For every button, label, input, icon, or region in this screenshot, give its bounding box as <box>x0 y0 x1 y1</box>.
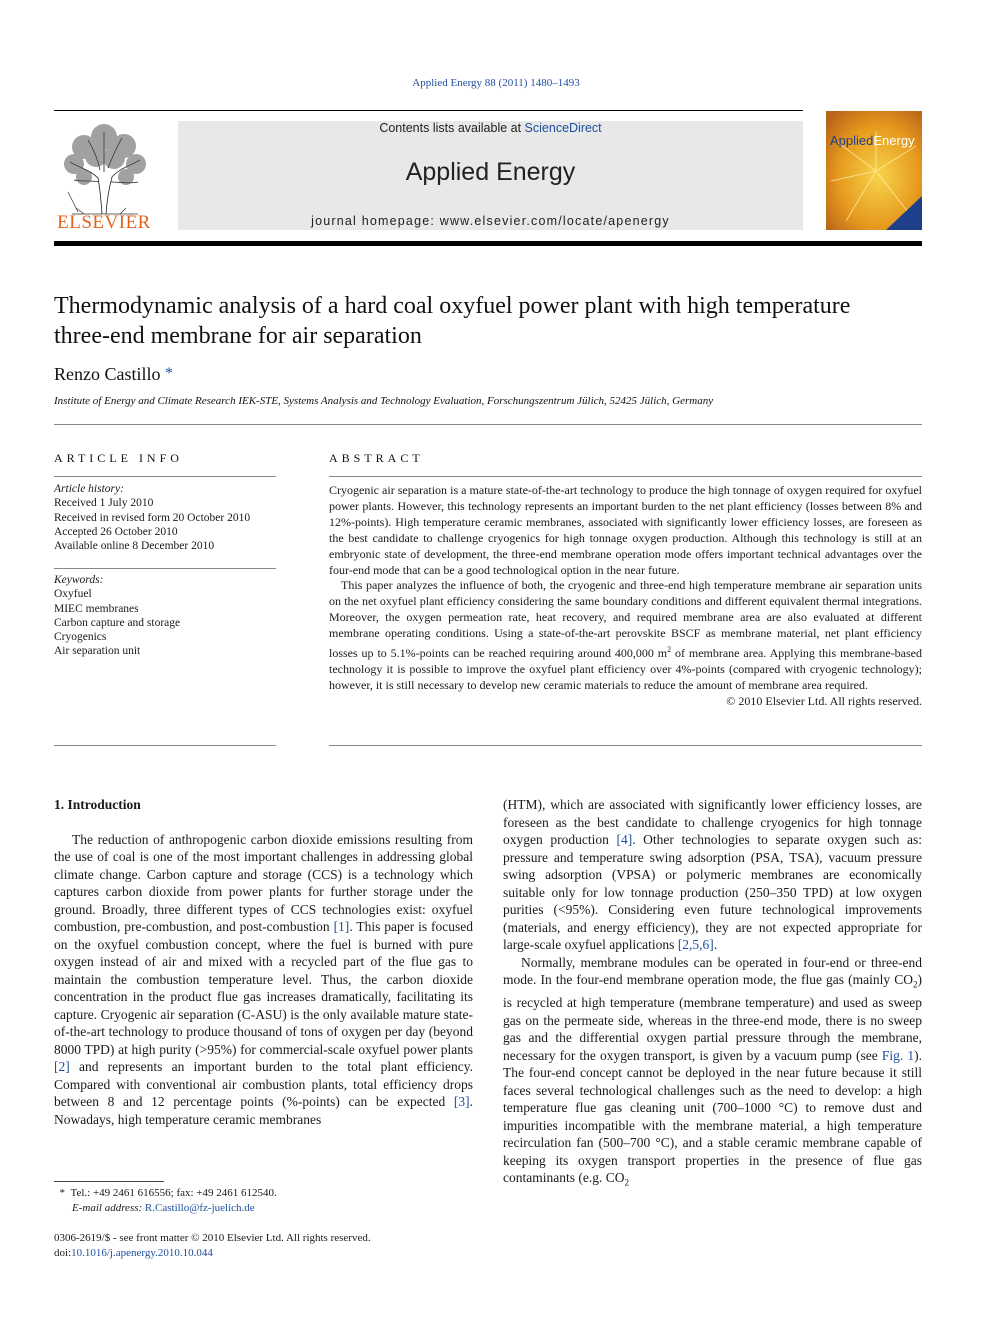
abstract-paragraph-1: Cryogenic air separation is a mature state-of-the-art technology to produce the high tonnage of oxygen required for oxyfuel power plants. However, this technology represents an important burden to the net plant efficiency (losses between 8% and 12%-points). High temperature ceramic membranes, associated with significantly lower efficiency losses, are foreseen as the best candidate to challenge cryogenics for high tonnage oxygen production. Although this technology is still at an embryonic state of development, the three-end membrane operation mode offers important technical advantages over the four-end mode that can be a good technological option in the near future. <box>329 483 922 577</box>
history-item: Accepted 26 October 2010 <box>54 525 178 538</box>
text-run: ). The four-end concept cannot be deployed in the near future because it still faces several technological challenges such as the need to develop: a high temperature flue gas cleaning unit (700–1000 °C) to remove dust and impurities incompatible with the membrane material, a high temperature recirculation fan (500–700 °C), and a stable ceramic membrane capable of keeping its oxygen transport properties in the presence of flue gas contaminants (e.g. CO <box>503 1047 922 1186</box>
footnote-mark: * <box>59 1187 65 1199</box>
history-item: Received in revised form 20 October 2010 <box>54 511 251 524</box>
homepage-prefix: journal homepage: <box>311 214 440 228</box>
journal-cover <box>826 111 922 230</box>
doi-line <box>54 1246 371 1261</box>
homepage-url[interactable]: www.elsevier.com/locate/apenergy <box>439 214 670 228</box>
issn-doi-block <box>54 1231 371 1260</box>
subscript: 2 <box>624 1177 629 1188</box>
abstract-p2-superscript: 2 <box>667 645 672 655</box>
text-run: (HTM), which are associated with significantly lower efficiency losses, are foreseen as the best candidate to challenge cryogenics for high tonnage oxygen production <box>503 797 922 847</box>
text-run: and represents an important burden to the total plant efficiency. Compared with conventional air combustion plants, total efficiency drops between 8 and 12 percentage points (%-points) can be expected <box>54 1059 473 1109</box>
header-thick-rule <box>54 241 922 246</box>
sciencedirect-link[interactable]: ScienceDirect <box>524 121 602 135</box>
history-label: Article history: <box>54 483 124 495</box>
abstract-body <box>329 483 922 710</box>
elsevier-logo <box>54 122 154 232</box>
abstract-paragraph-2 <box>329 578 922 693</box>
figure-link[interactable]: Fig. 1 <box>881 1047 915 1063</box>
keywords-rule <box>54 568 276 569</box>
keyword-item: MIEC membranes <box>54 602 139 615</box>
email-link[interactable]: R.Castillo@fz-juelich.de <box>144 1202 255 1214</box>
subscript: 2 <box>913 979 918 990</box>
doi-link[interactable]: 10.1016/j.apenergy.2010.10.044 <box>71 1246 213 1259</box>
header-rule <box>54 110 803 111</box>
abstract-p2-part2: of membrane area. Applying this membrane-based technology it is possible to improve the oxyfuel plant efficiency over 4%-points (compared with cryogenic technology); however, it is still necessary to develop new ceramic materials to reduce the amount of membrane area required. <box>329 646 922 692</box>
elsevier-wordmark: ELSEVIER <box>57 212 151 233</box>
affiliation: Institute of Energy and Climate Research IEK-STE, Systems Analysis and Technology Evaluation, Forschungszentrum Jülich, 52425 Jülich, Germany <box>54 395 714 407</box>
contents-line <box>178 121 803 135</box>
article-info-bottom-rule <box>54 745 276 746</box>
history-item: Received 1 July 2010 <box>54 497 154 510</box>
doi-label: doi: <box>54 1246 72 1259</box>
journal-title: Applied Energy <box>405 158 576 186</box>
footnote-contact <box>54 1186 277 1201</box>
abstract-heading: ABSTRACT <box>329 451 424 465</box>
text-run: . <box>713 937 718 952</box>
article-info-heading: ARTICLE INFO <box>54 451 183 465</box>
keyword-item: Oxyfuel <box>54 588 92 601</box>
abstract-rule <box>329 476 922 477</box>
journal-citation[interactable]: Applied Energy 88 (2011) 1480–1493 <box>412 77 580 89</box>
text-run: . Nowadays, high temperature ceramic membranes <box>54 1094 473 1127</box>
contents-prefix: Contents lists available at <box>379 121 525 135</box>
history-item: Available online 8 December 2010 <box>54 540 215 553</box>
section-heading-introduction: 1. Introduction <box>54 797 141 812</box>
issn-line: 0306-2619/$ - see front matter © 2010 Elsevier Ltd. All rights reserved. <box>54 1232 371 1244</box>
journal-homepage <box>178 214 803 228</box>
citation-link[interactable]: [4] <box>616 832 633 847</box>
citation-link[interactable]: [1] <box>333 919 350 934</box>
text-run: Normally, membrane modules can be operated in four-end or three-end mode. In the four-end membrane operation mode, the flue gas (mainly CO <box>503 954 922 987</box>
footnote-rule <box>54 1181 164 1182</box>
keywords-label: Keywords: <box>54 574 104 586</box>
text-run: . Other technologies to separate oxygen such as: pressure and temperature swing adsorption (PSA, TSA), vacuum pressure swing adsorption (VPSA) or polymeric membranes are economically suitable only for low tonnage production (250–350 TPD) at low oxygen purities (<95%). Considering even future technological improvements (materials, and energy efficiency), they are not expected appropriate for large-scale oxyfuel applications <box>503 832 923 952</box>
keyword-item: Air separation unit <box>54 645 141 658</box>
citation-link[interactable]: [3] <box>453 1094 470 1109</box>
cover-art-icon <box>826 111 922 230</box>
cover-title <box>830 133 915 148</box>
cover-title-applied: Applied <box>830 133 874 148</box>
keyword-item: Carbon capture and storage <box>54 616 181 629</box>
footnote <box>54 1186 277 1216</box>
text-run: The reduction of anthropogenic carbon dioxide emissions resulting from the use of coal is one of the most important challenges in addressing global climate change. Carbon capture and storage (CCS) is a technology which captures carbon dioxide from power plants for further storage under the ground. Broadly, three different types of CCS technologies exist: oxyfuel combustion, pre-combustion, and post-combustion <box>54 831 473 934</box>
author-footnote-mark[interactable]: * <box>165 365 173 382</box>
citation-link[interactable]: [2] <box>54 1059 70 1074</box>
article-info-rule <box>54 476 276 477</box>
email-label: E-mail address: <box>72 1202 143 1214</box>
body-paragraph <box>503 796 922 954</box>
author-name: Renzo Castillo <box>54 364 161 384</box>
article-history <box>54 482 276 553</box>
title-rule <box>54 424 922 425</box>
paper-title: Thermodynamic analysis of a hard coal oxyfuel power plant with high temperature three-end membrane for air separation <box>54 293 851 349</box>
footnote-email-line <box>54 1201 277 1216</box>
body-column-right <box>503 796 922 1192</box>
keywords <box>54 573 276 659</box>
body-paragraph <box>54 831 473 1129</box>
author-line <box>54 364 173 385</box>
cover-title-energy: Energy <box>873 133 915 148</box>
journal-banner <box>178 121 803 230</box>
text-run: . This paper is focused on the oxyfuel combustion concept, where the fuel is burned with pure oxygen instead of air and mixed with a recycled part of the flue gas to maintain the combustion temperature level. Thus, the carbon dioxide concentration in the product flue gas increases dramatically, facilitating its capture. Cryogenic air separation (C-ASU) is the only available mature state-of-the-art technology to produce thousand of tons of oxygen per day (beyond 8000 TPD) at high purity (>95%) for commercial-scale oxyfuel power plants <box>54 919 473 1057</box>
abstract-copyright: © 2010 Elsevier Ltd. All rights reserved. <box>726 693 922 708</box>
body-paragraph <box>503 954 922 1193</box>
footnote-phone: Tel.: +49 2461 616556; fax: +49 2461 612540. <box>70 1187 277 1199</box>
abstract-p2-part1: This paper analyzes the influence of both, the cryogenic and three-end high temperature membrane air separation units on the net oxyfuel plant efficiency considering the same boundary conditions and different equivalent thermal integrations. Moreover, the oxygen permeation rate, heat recovery, and required membrane area are also evaluated at different membrane operating conditions. Using a state-of-the-art perovskite BSCF as membrane material, net plant efficiency losses up to 5.1%-points can be reached requiring around 400,000 m <box>329 578 922 661</box>
text-run: ) is recycled at high temperature (membrane temperature) and used as sweep gas on the permeate side, whereas in the three-end mode, there is no sweep gas and the differential oxygen partial pressure through the membrane, necessary for the oxygen transport, is given by a vacuum pump (see <box>503 972 922 1063</box>
keyword-item: Cryogenics <box>54 631 107 644</box>
citation-link[interactable]: [2,5,6] <box>677 937 714 952</box>
abstract-bottom-rule <box>329 745 922 746</box>
body-column-left <box>54 796 473 1128</box>
